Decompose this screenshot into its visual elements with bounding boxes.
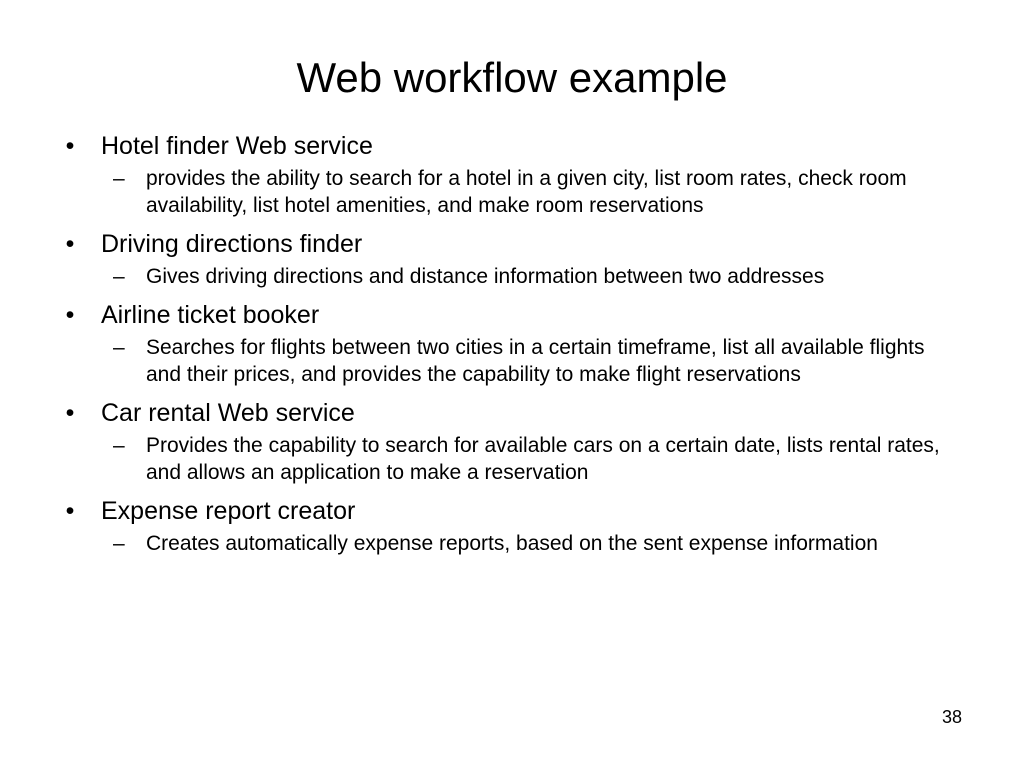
list-item	[60, 128, 960, 219]
bullet-text: Driving directions finder	[101, 230, 363, 258]
sub-list	[101, 263, 960, 290]
sub-list-item	[101, 432, 960, 486]
dash-icon: –	[113, 336, 125, 359]
bullet-icon: •	[65, 497, 75, 525]
bullet-list	[60, 128, 960, 564]
sub-list	[101, 334, 960, 388]
sub-text: Creates automatically expense reports, based on the sent expense information	[146, 532, 878, 555]
dash-icon: –	[113, 265, 125, 288]
list-item	[60, 297, 960, 388]
dash-icon: –	[113, 167, 125, 190]
page-number: 38	[941, 707, 962, 727]
dash-icon: –	[113, 434, 125, 457]
list-item	[60, 493, 960, 557]
sub-text: Searches for flights between two cities in a certain timeframe, list all available flights and their prices, and provides the capability to make flight reservations	[146, 336, 925, 386]
bullet-text: Hotel finder Web service	[101, 132, 373, 160]
sub-text: Gives driving directions and distance information between two addresses	[146, 265, 825, 288]
bullet-text: Airline ticket booker	[101, 301, 320, 329]
bullet-text: Car rental Web service	[101, 399, 355, 427]
sub-list-item	[101, 165, 960, 219]
sub-list-item	[101, 263, 960, 290]
bullet-icon: •	[65, 132, 75, 160]
sub-text: Provides the capability to search for available cars on a certain date, lists rental rates, and allows an application to make a reservation	[146, 434, 940, 484]
sub-list-item	[101, 530, 960, 557]
slide-title: Web workflow example	[296, 54, 728, 101]
sub-list-item	[101, 334, 960, 388]
dash-icon: –	[113, 532, 125, 555]
bullet-icon: •	[65, 230, 75, 258]
list-item	[60, 395, 960, 486]
sub-list	[101, 165, 960, 219]
bullet-icon: •	[65, 399, 75, 427]
list-item	[60, 226, 960, 290]
bullet-icon: •	[65, 301, 75, 329]
sub-list	[101, 432, 960, 486]
sub-text: provides the ability to search for a hotel in a given city, list room rates, check room availability, list hotel amenities, and make room reservations	[146, 167, 907, 217]
sub-list	[101, 530, 960, 557]
bullet-text: Expense report creator	[101, 497, 356, 525]
